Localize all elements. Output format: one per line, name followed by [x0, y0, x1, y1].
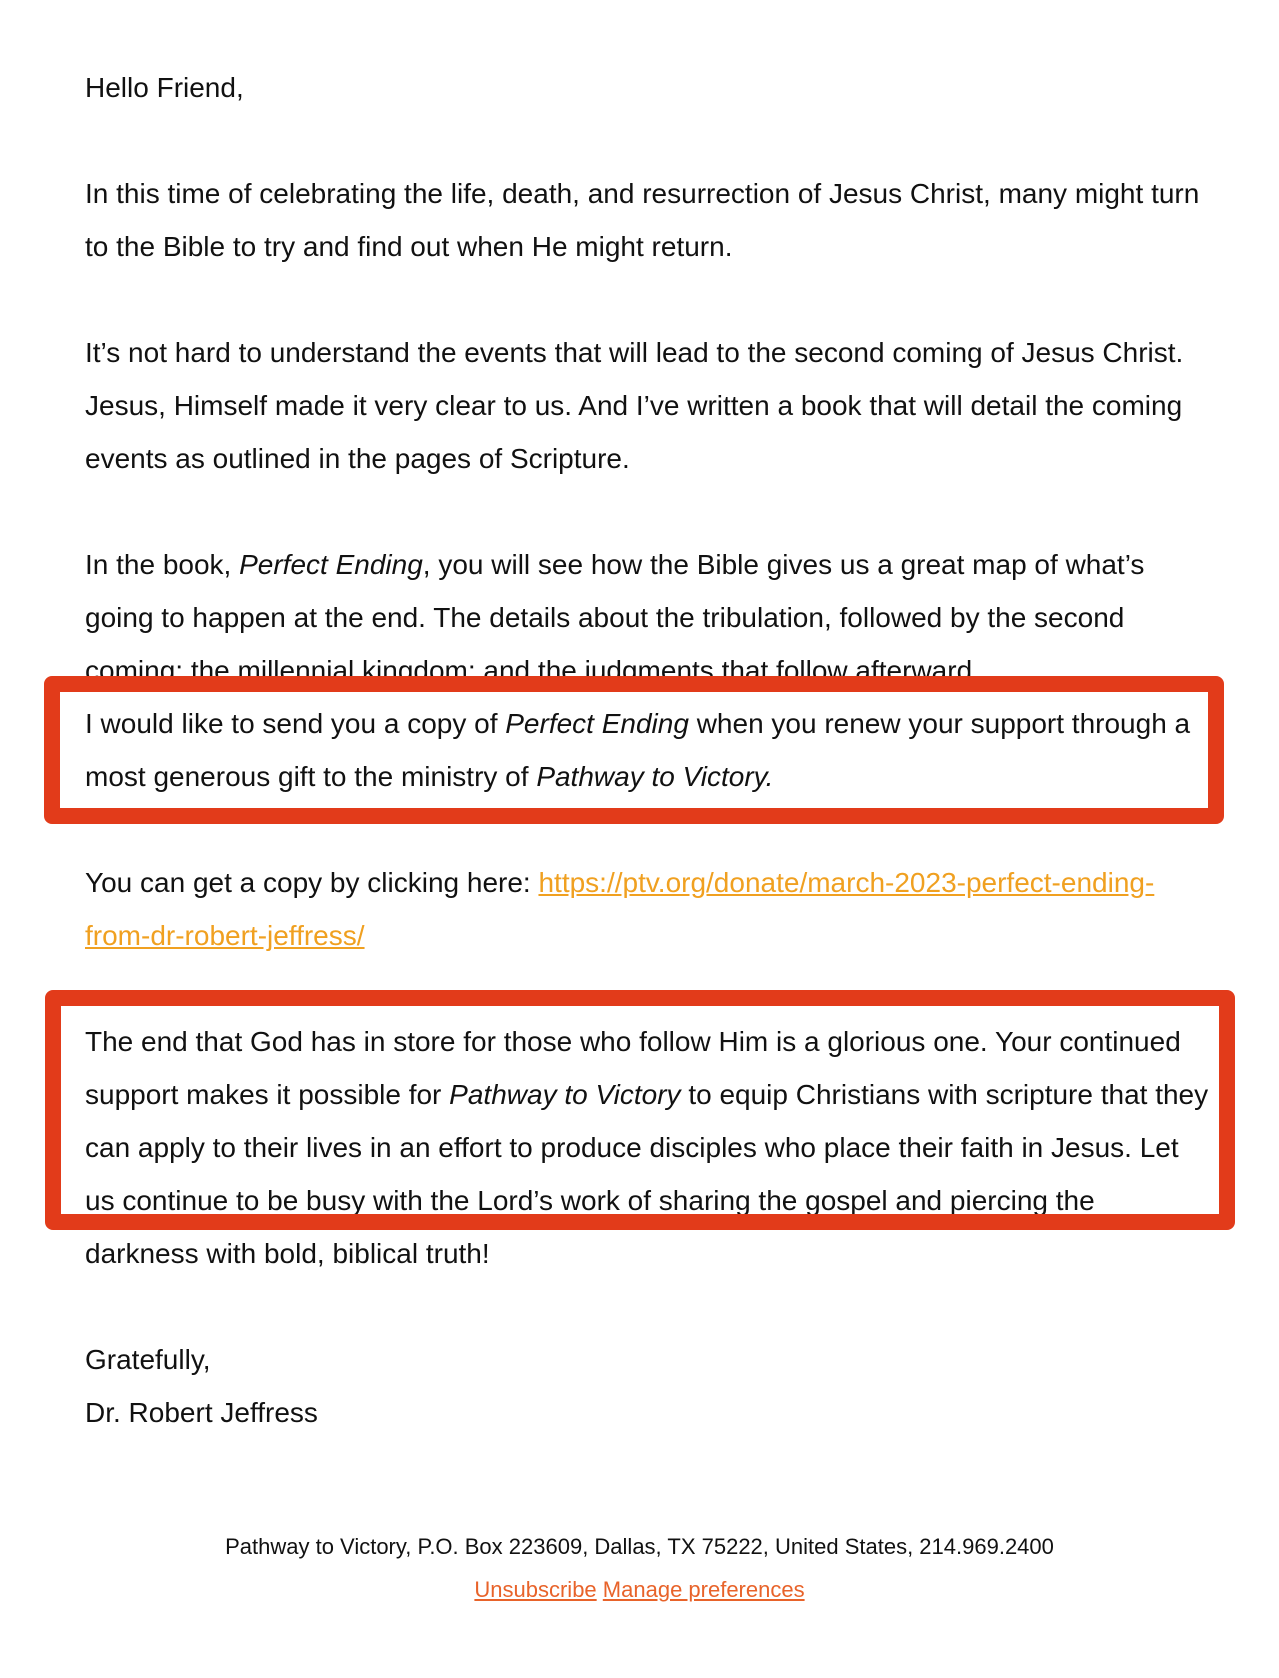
support-text: The end that God has in store for those who follow Him is a glorious one. Your continued support makes it possible for [85, 1026, 1181, 1110]
copy-link-text: You can get a copy by clicking here: [85, 867, 539, 898]
paragraph-copy-link [85, 856, 1215, 962]
email-footer [0, 1525, 1279, 1611]
signature: Dr. Robert Jeffress [85, 1397, 318, 1428]
support-text-rest: to equip Christians with scripture that they can apply to their lives in an effort to produce disciples who place their faith in Jesus. Let us continue to be busy with the Lord’s work of sharing the gospel and piercing the darkness with bold, biblical truth! [85, 1079, 1209, 1269]
closing: Gratefully, [85, 1344, 211, 1375]
paragraph-book-intro [85, 538, 1215, 697]
manage-preferences-link[interactable]: Manage preferences [602, 1577, 805, 1602]
book-title: Perfect Ending [239, 549, 423, 580]
offer-ministry-name: Pathway to Victory. [536, 761, 774, 792]
book-intro-text-rest: , you will see how the Bible gives us a great map of what’s going to happen at the end. The details about the tribulation, followed by the second coming; the millennial kingdom; and the judgments that follow afterward. [85, 549, 1145, 686]
book-intro-text: In the book, [85, 549, 240, 580]
paragraph-second-coming: It’s not hard to understand the events that will lead to the second coming of Jesus Christ. Jesus, Himself made it very clear to us. And I’ve written a book that will detail the coming events as outlined in the pages of Scripture. [85, 337, 1184, 474]
offer-book-title: Perfect Ending [505, 708, 689, 739]
greeting: Hello Friend, [85, 72, 244, 103]
email-body [85, 61, 1215, 1439]
paragraph-offer [85, 697, 1215, 803]
unsubscribe-link[interactable]: Unsubscribe [474, 1577, 597, 1602]
footer-address: Pathway to Victory, P.O. Box 223609, Dallas, TX 75222, United States, 214.969.2400 [225, 1534, 1054, 1559]
paragraph-support [85, 1015, 1215, 1280]
support-ministry-name: Pathway to Victory [449, 1079, 681, 1110]
paragraph-celebration: In this time of celebrating the life, death, and resurrection of Jesus Christ, many might turn to the Bible to try and find out when He might return. [85, 178, 1200, 262]
offer-text-middle: when you renew your support through a most generous gift to the ministry of [85, 708, 1191, 792]
offer-text: I would like to send you a copy of [85, 708, 506, 739]
footer-links [0, 1568, 1279, 1611]
donate-link[interactable]: https://ptv.org/donate/march-2023-perfect-ending-from-dr-robert-jeffress/ [85, 867, 1155, 951]
